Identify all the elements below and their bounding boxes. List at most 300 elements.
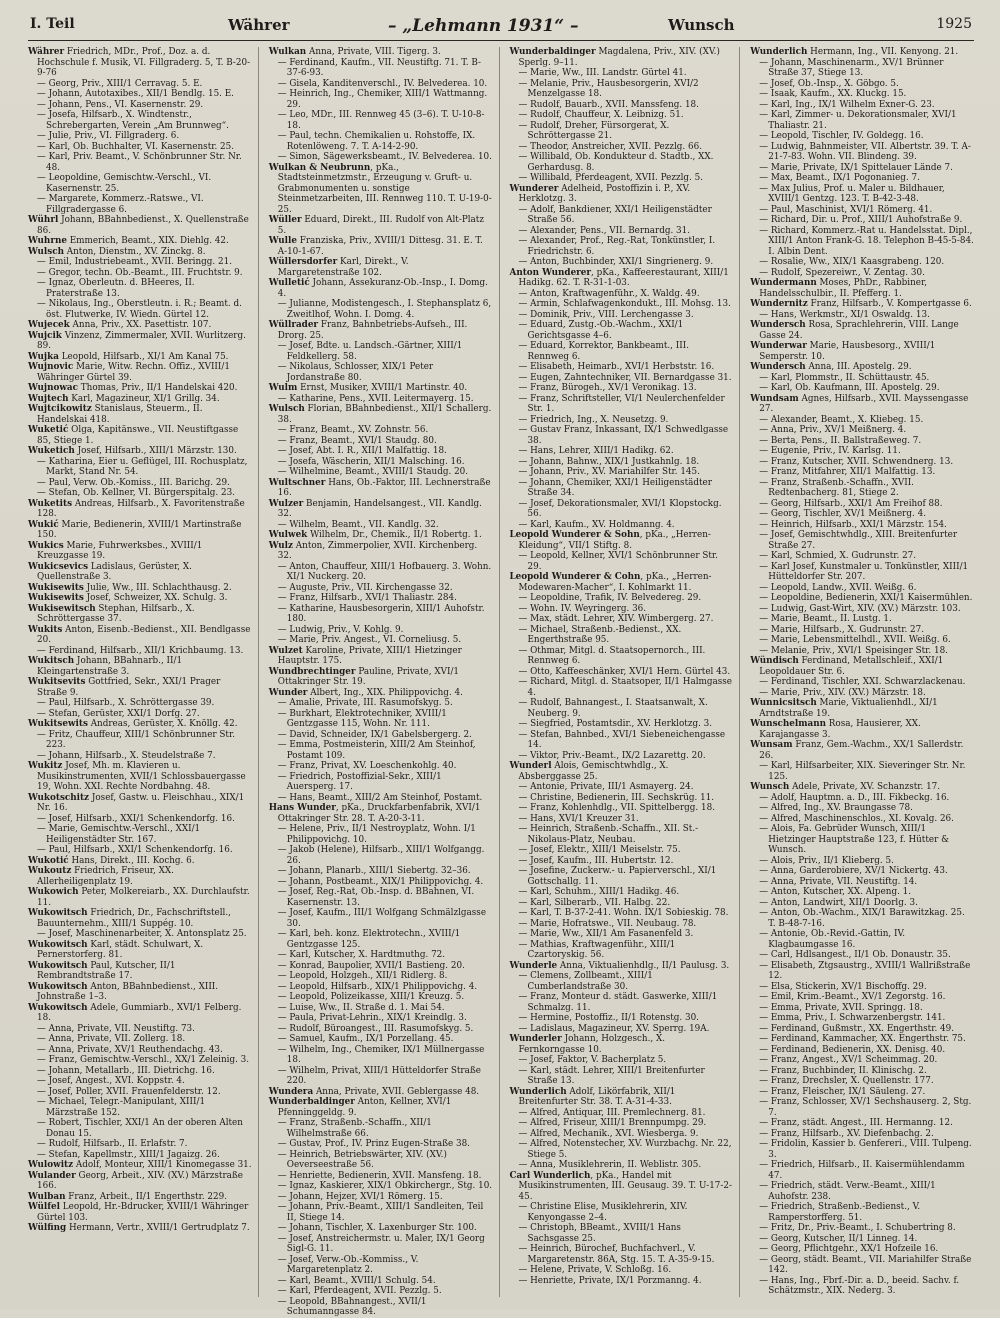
directory-entry [750,163,974,174]
entry-text: Albert, Ing., XIX. Philippovichg. 4. [307,687,463,698]
directory-entry [510,845,734,856]
entry-text: — Samuel, Kaufm., IX/1 Porzellang. 45. [277,1034,454,1044]
entry-text: — Eugenie, Priv., IV. Karlsg. 11. [759,446,901,456]
entry-name: Wujka [28,351,59,362]
directory-entry [28,730,252,751]
entry-text: , pKa., Druckfarbenfabrik, XVI/1 Ottakringer Str. 28. T. A-20-3-11. [277,803,481,824]
directory-entry [750,961,974,982]
entry-text: — Friedrich, Hilfsarb., II. Kaisermühlendamm 47. [759,1160,965,1181]
directory-entry [750,1076,974,1087]
entry-text: — Viktor, Priv.-Beamt., IX/2 Lazarettg. 20. [518,750,706,761]
directory-entry [28,814,252,825]
entry-text: Marie, Hausbesorg., XVIII/1 Semperstr. 10. [759,341,936,362]
directory-entry [750,551,974,562]
directory-entry [269,236,493,257]
directory-entry [750,1034,974,1045]
directory-entry [269,530,493,541]
directory-entry [750,604,974,615]
directory-entry [28,499,252,520]
entry-name: Wukowich [28,887,79,897]
entry-name: Wukotschitz [28,792,90,803]
directory-entry [750,1013,974,1024]
directory-entry [269,79,493,90]
entry-name: Wührl [28,215,59,225]
entry-text: — Josef, Reg.-Rat, Ob.-Insp. d. BBahnen, VI. Kasernenstr. 13. [277,887,475,908]
directory-entry [750,257,974,268]
directory-entry [28,793,252,814]
entry-text: — Johann, Hilfsarb., X. Steudelstraße 7. [37,750,216,761]
directory-entry [750,1244,974,1255]
entry-name: Wulander [28,1170,76,1181]
entry-text: — Georg, Tischler, XV/1 Meißnerg. 4. [759,509,927,519]
directory-entry [28,257,252,268]
directory-entry [28,47,252,79]
directory-entry [269,1139,493,1150]
entry-name: Wunderbaldinger [509,47,596,57]
directory-entry [269,1181,493,1192]
entry-name: Leopold Wunderer & Sohn [509,530,640,540]
entry-text: — Alfred, Maschinenschlos., XI. Kovalg. 26. [759,813,954,824]
entry-text: — Elsa, Stickerin, XV/1 Bischoffg. 29. [759,981,927,992]
entry-text: — Karl, Ing., IX/1 Wilhelm Exner-G. 23. [759,99,935,110]
entry-name: Wunder [268,687,308,698]
directory-entry [750,719,974,740]
directory-entry [28,362,252,383]
directory-entry [510,530,734,551]
directory-entry [269,887,493,908]
directory-entry [510,814,734,825]
entry-text: — Theodor, Anstreicher, XVII. Pezzlg. 66. [518,141,702,152]
directory-entry [28,331,252,352]
entry-text: — Leopold, BBahnangest., XVII/1 Schumanngasse 84. [277,1296,427,1317]
entry-name: Wukić [28,519,59,530]
entry-text: Wilhelm, Dr., Chemik., II/1 Robertg. 1. [307,530,482,540]
directory-entry [750,100,974,111]
directory-entry [28,1034,252,1045]
entry-text: — Emma, Priv., I. Schwarzenbergstr. 141. [759,1013,946,1023]
column-1 [28,47,259,1297]
directory-entry [510,761,734,782]
directory-entry [269,803,493,824]
entry-text: — Ludwig, Bahnmeister, VII. Albertstr. 39. T. A-21-7-83. Wohn. VII. Blindeng. 39. [759,141,971,162]
directory-entry [269,950,493,961]
entry-text: — Heinrich, Straßenb.-Schaffn., XII. St.-Nikolaus-Platz, Neubau. [518,824,699,845]
entry-text: — Karl, Ob. Kaufmann, III. Apostelg. 29. [759,383,940,393]
directory-entry [510,320,734,341]
directory-entry [510,362,734,373]
entry-text: Karl, Direkt., V. Margaretenstraße 102. [277,257,409,278]
entry-text: — Marie, Gemischtw.-Verschl., XXI/1 Heiligenstädter Str. 167. [37,824,201,845]
entry-text: — Alfred, Ing., XV. Braungasse 78. [759,803,913,813]
entry-text: — Friedrich, Straßenb.-Bedienst., V. Ramperstorfferg. 51. [759,1202,921,1223]
directory-entry [510,478,734,499]
directory-entry [750,950,974,961]
entry-name: Carl Wunderlich [509,1170,591,1181]
directory-entry [510,289,734,300]
entry-text: — Ignaz, Kaskierer, XIX/1 Obkirchergr., Stg. 10. [277,1181,493,1191]
entry-name: Wukics [28,540,64,551]
entry-name: Wülfel [28,1202,60,1212]
entry-text: Josef, Gastw. u. Fleischhau., XIX/1 Nr. 16. [37,792,245,813]
entry-text: Johann, Holzgesch., X. Fernkorngasse 10. [518,1034,666,1055]
entry-text: — Karl, Hilfsarbeiter, XIX. Sieveringer Str. Nr. 125. [759,761,966,782]
directory-entry [750,58,974,79]
entry-text: Johann, BBahnbedienst., X. Quellenstraße 86. [37,215,249,236]
entry-name: Wunderer [509,183,559,194]
entry-text: — Anton, Kutscher, XX. Alpeng. 1. [759,887,912,897]
directory-entry [510,698,734,719]
entry-text: — Johann, Planarb., XIII/1 Siebertg. 32–36. [277,866,471,876]
directory-entry [28,908,252,929]
directory-entry [269,929,493,950]
directory-entry [510,47,734,68]
directory-entry [750,205,974,216]
directory-entry [750,866,974,877]
directory-entry [510,1160,734,1171]
entry-name: Wulsch [28,246,64,257]
directory-entry [28,1118,252,1139]
entry-text: Anton, Eisenb.-Bedienst., XII. Bendlgasse 20. [37,624,251,645]
directory-entry [750,1181,974,1202]
entry-text: — Johann, Autotaxibes., XII/1 Bendlg. 15. E. [37,89,234,99]
entry-text: — Richard, Mitgl. d. Staatsoper, II/1 Halmgasse 4. [518,677,732,698]
entry-text: — Stefan, Ob. Kellner, VI. Bürgerspitalg. 23. [37,488,235,498]
directory-entry [750,887,974,898]
entry-text: — Michael, Straßenb.-Bedienst., XX. Engerthstraße 95. [518,624,682,645]
directory-entry [269,1045,493,1066]
directory-entry [750,562,974,583]
entry-text: — Leopold, Tischler, IV. Goldegg. 16. [759,131,924,141]
entry-text: Franziska, Priv., XVIII/1 Dittesg. 31. E. T. A-10-1-67. [277,236,483,257]
directory-entry [269,688,493,699]
entry-text: — Marie, Priv. Angest., VI. Corneliusg. 5. [277,635,462,645]
entry-text: — Anton, Landwirt, XII/1 Doorlg. 3. [759,897,918,908]
entry-name: Wülfing [28,1223,67,1233]
entry-text: — Paul, Verw. Ob.-Komiss., III. Barichg. 29. [37,477,230,488]
entry-text: — Franz, Beamt., XV. Zohnstr. 56. [277,425,429,435]
directory-entry [510,394,734,415]
directory-entry [510,1055,734,1066]
entry-text: — Anna, Priv., XV/1 Meißnerg. 4. [759,425,907,435]
entry-text: — Josef, Gemischtwhdlg., XIII. Breitenfurter Straße 27. [759,530,958,551]
directory-entry [269,299,493,320]
entry-text: — Jakob (Helene), Hilfsarb., XIII/1 Wolfgangg. 26. [277,845,485,866]
directory-entry [510,866,734,887]
entry-text: — Hans, XVI/1 Kreuzer 31. [518,813,639,824]
entry-text: — Marie, Private, IX/1 Spittelauer Lände 7. [759,162,953,173]
directory-entry [510,110,734,121]
directory-entry [510,614,734,625]
directory-entry [750,299,974,310]
entry-name: Wuketits [28,498,73,509]
directory-entry [28,1223,252,1234]
column-2 [268,47,500,1317]
entry-text: — Hans, Lehrer, XIII/1 Hadikg. 62. [518,446,674,456]
directory-entry [28,152,252,173]
directory-entry [269,1297,493,1318]
entry-name: Wulkan [268,47,307,57]
directory-entry [510,667,734,678]
directory-entry [750,614,974,625]
entry-text: — Henriette, Private, IX/1 Porzmanng. 4. [518,1275,702,1286]
entry-name: Hans Wunder [268,803,336,813]
entry-text: — Franz, Buchbinder, II. Klinischg. 2. [759,1065,927,1076]
entry-name: Wujtcikowitz [28,404,92,414]
entry-name: Leopold Wunderer & Cohn [509,572,641,582]
entry-text: Anna, Viktualienhdlg., II/1 Paulusg. 3. [557,960,730,971]
entry-name: Wunderbaldinger [268,1097,355,1107]
entry-text: Ernst, Musiker, XVIII/1 Martinstr. 40. [297,383,468,393]
directory-entry [510,751,734,762]
entry-text: — Johann, Priv.-Beamt., XIII/1 Sandleiten, Teil II, Stiege 14. [277,1202,484,1223]
directory-entry [510,1276,734,1287]
entry-text: — Karl, Kaufm., XV. Holdmanng. 4. [518,519,675,530]
directory-entry [510,919,734,930]
directory-entry [750,1234,974,1245]
entry-text: — Anton, Buchbinder, XXI/1 Singrienerg. 9. [518,257,714,267]
directory-entry [510,992,734,1013]
directory-entry [510,551,734,572]
entry-text: Friedrich, Friseur, XX. Allerheiligenplatz 19. [37,866,174,887]
entry-text: , pKa., Handel mit Musikinstrumenten, III. Geusaug. 39. T. U-17-2-45. [518,1170,732,1202]
book-title: – „Lehmann 1931“ – [388,16,579,36]
directory-entry [269,709,493,730]
directory-entry [269,793,493,804]
entry-text: Florian, BBahnbedienst., XII/1 Schallerg. 38. [277,404,492,425]
directory-entry [28,1139,252,1150]
directory-entry [269,667,493,688]
entry-text: Karl, städt. Schulwart, X. Pernerstorferg. 81. [37,939,204,960]
entry-text: Marie, Viktualienhdl., XI/1 Arndtstraße 19. [759,698,938,719]
directory-entry [510,803,734,814]
directory-entry [28,604,252,625]
entry-text: — Josef, Abt. I. R., XII/1 Malfattig. 18. [277,446,447,456]
entry-text: — Leopold, Holzgeh., XII/1 Ridlerg. 8. [277,971,448,981]
entry-text: — Max, städt. Lehrer, XIV. Wimbergerg. 27. [518,614,714,624]
directory-entry [750,793,974,804]
directory-entry [750,341,974,362]
entry-text: — Nikolaus, Ing., Oberstleutn. i. R.; Beamt. d. öst. Flutwerke, IV. Wiedn. Gürtel 12. [37,299,242,320]
entry-text: Franz, Arbeit., II/1 Engerthstr. 229. [65,1191,227,1202]
entry-text: — Josefa, Wäscherin, XII/1 Malsching. 16. [277,456,465,467]
entry-text: , pKa., Kaffeerestaurant, XIII/1 Hadikg. 62. T. R-31-1-03. [518,267,729,288]
directory-entry [269,761,493,772]
directory-entry [269,593,493,604]
directory-entry [28,236,252,247]
directory-entry [510,100,734,111]
directory-entry [28,1160,252,1171]
directory-entry [28,383,252,394]
entry-text: — Karl, Plommstr., II. Schüttaustr. 45. [759,372,930,383]
entry-text: — Rudolf, Spezereiwr., V. Zentag. 30. [759,267,925,278]
entry-text: — Josefine, Zuckerw.- u. Papierverschl., XI/1 Gottschallg. 11. [518,866,717,887]
entry-text: Rosa, Hausierer, XX. Karajangasse 3. [759,719,921,740]
entry-text: — Josef, Angest., XVI. Koppstr. 4. [37,1076,185,1086]
entry-text: — Antonie, Private, III/1 Asmayerg. 24. [518,782,694,792]
entry-text: Friedrich, Dr., Fachschriftstell., Bauunternehm., XIII/1 Suppég. 10. [37,908,231,929]
entry-text: — Franz, Bürogeh., XV/1 Veronikag. 13. [518,383,697,393]
entry-text: Julie, Ww., III. Schlachthausg. 2. [83,582,232,593]
entry-text: — Eugen, Zahntechniker, VII. Bernardgasse 31. [518,372,732,383]
directory-entry [28,278,252,299]
entry-text: — Franz, Privat, XV. Loeschenkohlg. 40. [277,761,457,771]
directory-entry [269,47,493,58]
directory-entry [28,940,252,961]
entry-name: Wukits [28,624,63,635]
directory-entry [28,1003,252,1024]
entry-text: — Alfred, Notenstecher, XV. Wurzbachg. Nr. 22, Stiege 5. [518,1139,732,1160]
directory-entry [28,478,252,489]
entry-text: — Helene, Private, V. Schloßg. 16. [518,1265,672,1275]
entry-text: — Hans, Werkmstr., XI/1 Oswaldg. 13. [759,309,930,320]
entry-name: Wultschner [268,477,326,488]
entry-text: — Georg, Hilfsarb., XXI/1 Am Freihof 88. [759,498,943,509]
entry-text: Franz, Bahnbetriebs-Aufseh., III. Drorg. 25. [277,320,468,341]
entry-text: — Wilhelm, Privat, XIII/1 Hütteldorfer Straße 220. [277,1065,481,1086]
entry-name: Wulzer [268,498,304,509]
entry-text: — Ludwig, Priv., V. Kohlg. 9. [277,624,404,635]
entry-name: Wukowitsch [28,981,88,992]
directory-entry [510,1013,734,1024]
entry-text: — Anton, Chauffeur, XIII/1 Hofbauerg. 3. Wohn. XI/1 Nuckerg. 20. [277,561,492,582]
directory-entry [750,677,974,688]
directory-entry [750,436,974,447]
entry-text: Vinzenz, Zimmermaler, XVII. Wurlitzerg. 89. [37,330,246,351]
entry-text: — Anna, Private, VII. Neustiftg. 73. [37,1023,195,1034]
entry-text: — Paul, Hilfsarb., X. Schröttergasse 39. [37,698,215,708]
entry-text: Magdalena, Priv., XIV. (XV.) Sperlg. 9–11. [518,47,720,68]
directory-entry [510,457,734,468]
directory-entry [269,1003,493,1014]
directory-entry [28,394,252,405]
directory-entry [510,152,734,173]
entry-text: — Franz, Fleischer, IX/1 Säuleng. 27. [759,1086,926,1097]
entry-name: Wujtech [28,393,69,404]
directory-entry [510,68,734,79]
entry-text: — Ferdinand, Gußmstr., XX. Engerthstr. 49. [759,1023,955,1034]
directory-entry [510,940,734,961]
entry-text: — Burkhart, Elektrotechniker, XVIII/1 Gentzgasse 115, Wohn. Nr. 111. [277,708,447,729]
entry-name: Wulm [268,383,298,393]
directory-entry [750,131,974,142]
entry-text: — Josef, Kaufm., III/1 Wolfgang Schmälzlgasse 30. [277,908,487,929]
entry-text: Pauline, Private, XVI/1 Ottakringer Str. 19. [277,666,460,687]
entry-text: — Isaak, Kaufm., XX. Kluckg. 15. [759,89,907,99]
directory-entry [269,152,493,163]
entry-text: — Heinrich, Bürochef, Buchfachverl., V. Margaretenstr. 86A, Stg. 15. T. A-35-9-15. [518,1244,715,1265]
directory-entry [750,1003,974,1014]
entry-text: — Willibald, Pferdeagent, XVII. Pezzlg. 5. [518,173,704,183]
directory-entry [269,1087,493,1098]
directory-entry [269,457,493,468]
entry-text: — Emma, Private, XVII. Springg. 18. [759,1002,923,1013]
entry-text: — Karl, Priv. Beamt., V. Schönbrunner Str. Nr. 48. [37,152,242,173]
entry-name: Wunderler [509,1034,562,1044]
page-header [28,12,974,41]
entry-text: — Melanie, Priv., Hausbesorgerin, XVI/2 Menzelgasse 18. [518,78,699,99]
directory-entry [750,782,974,793]
directory-entry [510,1223,734,1244]
directory-entry [269,1171,493,1182]
entry-text: — Melanie, Priv., XVI/1 Speisinger Str. 18. [759,645,948,656]
directory-entry [750,856,974,867]
entry-text: Hans, Ob.-Faktor, III. Lechnerstraße 16. [277,477,491,498]
directory-entry [750,761,974,782]
entry-text: — Julie, Priv., VI. Fillgraderg. 6. [37,131,180,141]
entry-name: Wukowitsch [28,939,88,950]
entry-text: Rosa, Sprachlehrerin, VIII. Lange Gasse 24. [759,320,959,341]
entry-name: Wüllrader [268,320,319,330]
entry-text: — Karl, Schmied, X. Gudrunstr. 27. [759,551,917,561]
directory-entry [269,1276,493,1287]
entry-text: — Anna, Private, VII. Zollerg. 18. [37,1034,186,1044]
entry-text: — Wohn. IV. Weyringerg. 36. [518,603,647,614]
directory-entry [28,1024,252,1035]
entry-text: — Karl, Kutscher, X. Hardtmuthg. 72. [277,950,446,960]
directory-entry [510,1087,734,1108]
directory-entry [269,635,493,646]
entry-text: Leopold, Hilfsarb., XI/1 Am Kanal 75. [58,351,229,362]
directory-entry [750,530,974,551]
directory-entry [269,866,493,877]
entry-text: — Hermine, Postoffiz., II/1 Rotenstg. 30. [518,1013,699,1023]
entry-text: — Josef, Bdte. u. Landsch.-Gärtner, XIII/1 Feldkellerg. 58. [277,341,463,362]
entry-text: Hermann, Ing., VII. Kenyong. 21. [807,47,959,57]
directory-entry [269,499,493,520]
entry-text: — Ferdinand, Bedienerin, XX. Denisg. 40. [759,1044,946,1055]
directory-entry [750,47,974,58]
page-number: 1925 [936,16,972,32]
directory-entry [510,1244,734,1265]
directory-entry [269,320,493,341]
directory-entry [750,1202,974,1223]
entry-text: — Heinrich, Hilfsarb., XXI/1 Märzstr. 154. [759,519,947,530]
entry-text: Anna, Private, VIII. Tigerg. 3. [306,47,441,57]
entry-text: — Rosalie, Ww., XIX/1 Kaasgrabeng. 120. [759,257,945,267]
directory-entry [750,803,974,814]
entry-name: Wundera [268,1086,314,1097]
entry-name: Wundbrechtinger [268,666,356,677]
directory-entry [750,394,974,415]
directory-entry [28,1097,252,1118]
directory-entry [28,866,252,887]
entry-name: Wulsch [268,404,305,414]
keyword-left: Währer [228,16,290,34]
directory-entry [750,79,974,90]
directory-entry [269,257,493,278]
entry-text: Agnes, Hilfsarb., XVII. Mayssengasse 27. [759,393,969,414]
entry-text: — Eduard, Zustg.-Ob.-Wachm., XXI/1 Gerichtsgasse 4–6. [518,320,684,341]
entry-name: Währer [28,47,65,57]
directory-entry [750,362,974,373]
directory-entry [269,1234,493,1255]
directory-entry [510,142,734,153]
directory-entry [269,961,493,972]
entry-text: — Otto, Kaffeeschänker, XVI/1 Hern. Gürtel 43. [518,666,731,677]
directory-entry [750,583,974,594]
entry-name: Wujnovic [28,362,74,372]
entry-text: — David, Schneider, IX/1 Gabelsbergerg. 2. [277,729,472,740]
entry-text: — Othmar, Mitgl. d. Staatsopernorch., III. Rennweg 6. [518,645,706,666]
directory-entry [750,824,974,856]
entry-text: — Josef, Kaufm., III. Hubertstr. 12. [518,855,674,866]
directory-entry [510,677,734,698]
directory-entry [28,446,252,457]
entry-text: — Georg, städt. Beamt., VII. Mariahilfer Straße 142. [759,1254,972,1275]
entry-text: Josef, Schweizer, XX. Schulg. 3. [83,593,228,603]
entry-name: Wunderlich [750,47,808,57]
entry-name: Wulowitz [28,1160,74,1170]
